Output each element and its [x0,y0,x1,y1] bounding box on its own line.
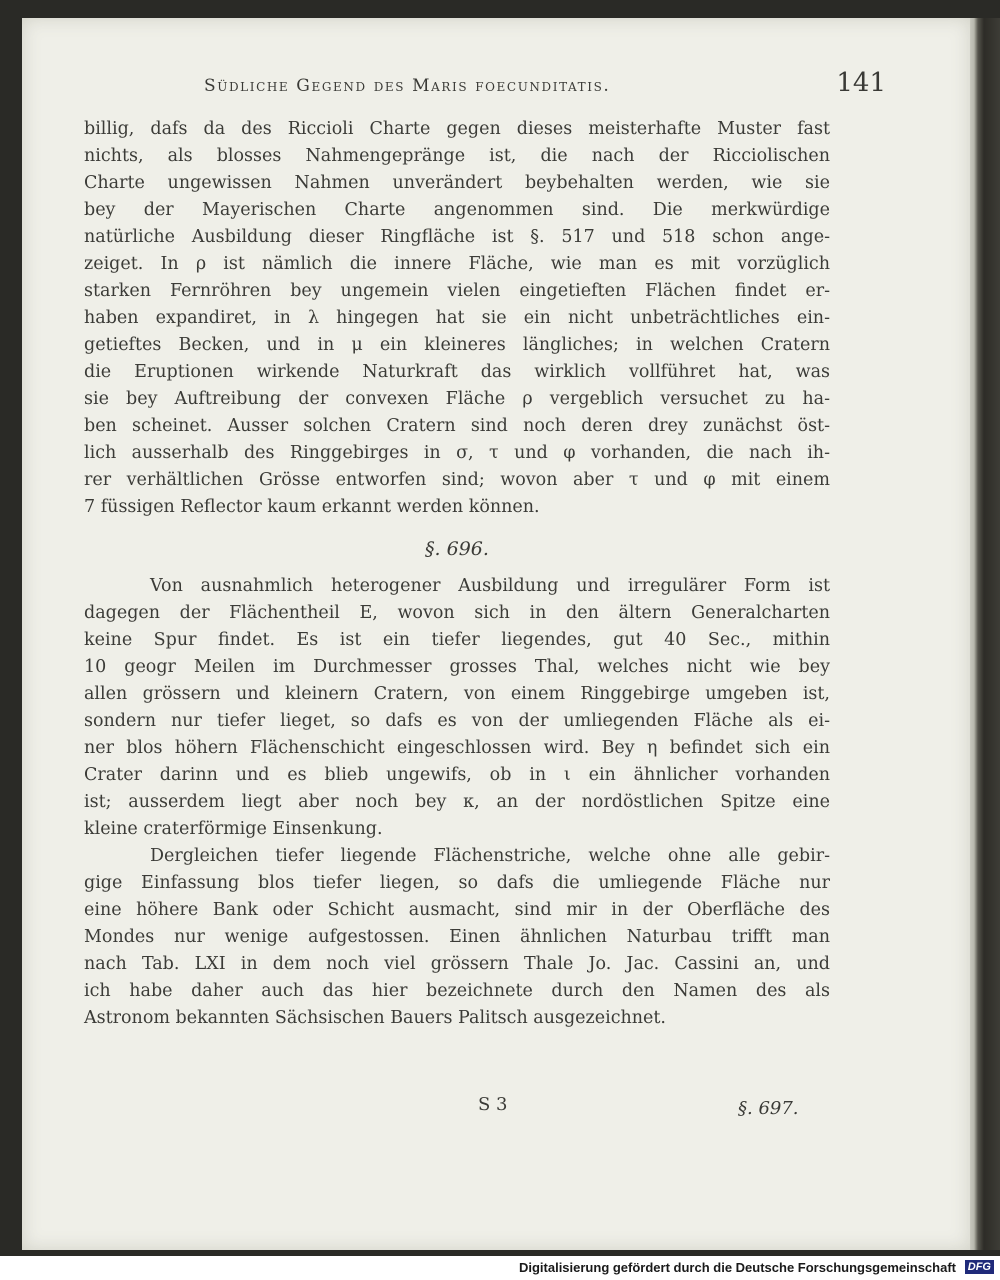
paragraph-2 [84,573,830,843]
paragraph-1 [84,116,830,521]
text-line: zeiget. In ρ ist nämlich die innere Fläche, wie man es mit vorzüglich [84,254,830,274]
text-line: Von ausnahmlich heterogener Ausbildung und irregulärer Form ist [150,576,830,596]
page-number: 141 [836,68,886,98]
text-line: Dergleichen tiefer liegende Flächenstriche, welche ohne alle gebir- [150,846,830,866]
text-line: eine höhere Bank oder Schicht ausmacht, sind mir in der Oberfläche des [84,900,830,920]
text-line: haben expandiret, in λ hingegen hat sie ein nicht unbeträchtliches ein- [84,308,830,328]
digitization-credit: Digitalisierung gefördert durch die Deutsche Forschungsgemeinschaft [518,1260,956,1275]
text-line: nach Tab. LXI in dem noch viel grössern Thale Jo. Jac. Cassini an, und [84,954,830,974]
text-line: ist; ausserdem liegt aber noch bey κ, an der nordöstlichen Spitze eine [84,792,830,812]
running-title: Südliche Gegend des Maris foecunditatis. [204,76,611,96]
text-line: natürliche Ausbildung dieser Ringfläche ist §. 517 und 518 schon ange- [84,227,830,247]
text-line: ben scheinet. Ausser solchen Cratern sind noch deren drey zunächst öst- [84,416,830,436]
text-line: Astronom bekannten Sächsischen Bauers Palitsch ausgezeichnet. [84,1008,666,1028]
text-line: bey der Mayerischen Charte angenommen sind. Die merkwürdige [84,200,830,220]
text-line: sondern nur tiefer lieget, so dafs es von der umliegenden Fläche als ei- [84,711,830,731]
text-line: Charte ungewissen Nahmen unverändert beybehalten werden, wie sie [84,173,830,193]
signature-mark: S 3 [478,1094,508,1115]
text-line: billig, dafs da des Riccioli Charte gegen dieses meisterhafte Muster fast [84,119,830,139]
dfg-logo: DFG [965,1260,994,1274]
text-line: dagegen der Flächentheil E, wovon sich in den ältern Generalcharten [84,603,830,623]
text-block [84,116,830,1032]
text-line: getieftes Becken, und in μ ein kleineres längliches; in welchen Cratern [84,335,830,355]
text-line: kleine craterförmige Einsenkung. [84,819,383,839]
digitization-footer [0,1256,1000,1280]
text-line: rer verhältlichen Grösse entworfen sind; wovon aber τ und φ mit einem [84,470,830,490]
text-line: die Eruptionen wirkende Naturkraft das wirklich vollführet hat, was [84,362,830,382]
text-line: lich ausserhalb des Ringgebirges in σ, τ und φ vorhanden, die nach ih- [84,443,830,463]
text-line: Crater darinn und es blieb ungewifs, ob in ι ein ähnlicher vorhanden [84,765,830,785]
section-heading: §. 696. [425,538,489,560]
text-line: ner blos höhern Flächenschicht eingeschlossen wird. Bey η befindet sich ein [84,738,830,758]
page-header [80,56,890,96]
text-line: 10 geogr Meilen im Durchmesser grosses Thal, welches nicht wie bey [84,657,830,677]
text-line: ich habe daher auch das hier bezeichnete durch den Namen des als [84,981,830,1001]
text-line: sie bey Auftreibung der convexen Fläche ρ vergeblich versuchet zu ha- [84,389,830,409]
text-line: nichts, als blosses Nahmengepränge ist, die nach der Ricciolischen [84,146,830,166]
paragraph-3 [84,843,830,1032]
text-line: gige Einfassung blos tiefer liegen, so dafs die umliegende Fläche nur [84,873,830,893]
catchword: §. 697. [738,1098,799,1119]
text-line: Mondes nur wenige aufgestossen. Einen ähnlichen Naturbau trifft man [84,927,830,947]
text-line: allen grössern und kleinern Cratern, von einem Ringgebirge umgeben ist, [84,684,830,704]
text-line: keine Spur findet. Es ist ein tiefer liegendes, gut 40 Sec., mithin [84,630,830,650]
text-line: 7 füssigen Reflector kaum erkannt werden können. [84,497,540,517]
text-line: starken Fernröhren bey ungemein vielen eingetieften Flächen findet er- [84,281,830,301]
book-page-edge [970,18,1000,1250]
